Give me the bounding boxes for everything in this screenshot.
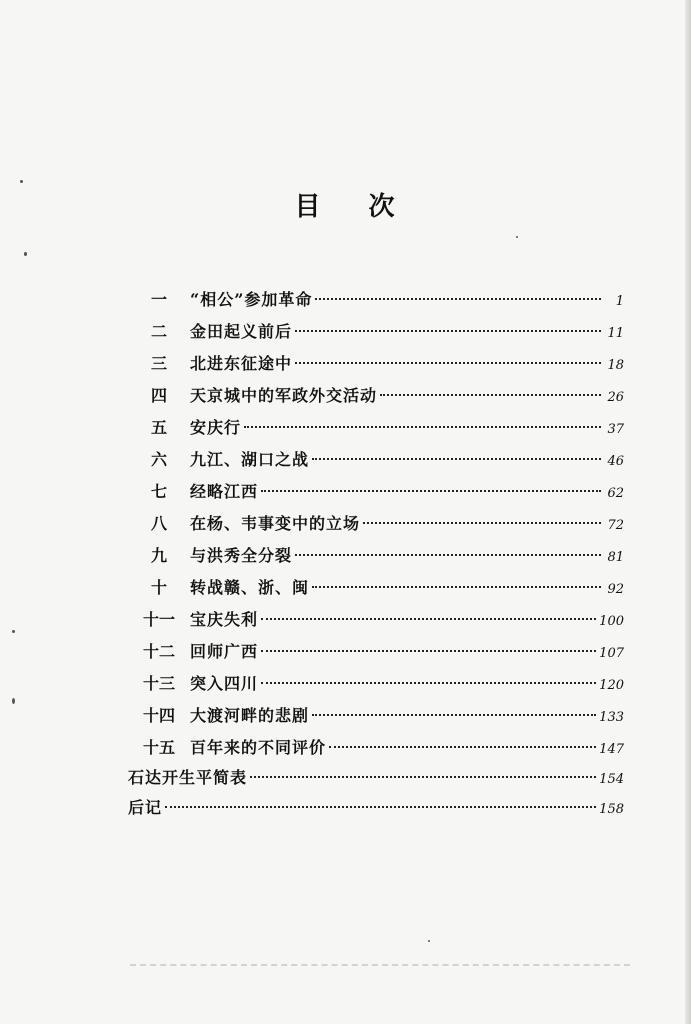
toc-entry: [128, 736, 624, 760]
chapter-number: 二: [150, 322, 167, 341]
toc-entry: [128, 384, 624, 408]
chapter-title: 转战赣、浙、闽: [190, 578, 310, 597]
dot-leader: [295, 330, 601, 332]
dot-leader: [295, 554, 601, 556]
dot-leader: [261, 618, 596, 620]
page-number: 37: [607, 422, 624, 437]
toc-entry: [128, 672, 624, 696]
chapter-number: 七: [150, 482, 167, 501]
toc-entry: [128, 576, 624, 600]
toc-entry: [128, 448, 624, 472]
toc-entry: [128, 640, 624, 664]
chapter-number: 四: [150, 386, 167, 405]
chapter-number: 十二: [142, 642, 175, 661]
chapter-title: 金田起义前后: [190, 322, 293, 341]
chapter-number: 一: [150, 290, 167, 309]
scan-speck: [12, 630, 15, 633]
dot-leader: [261, 650, 596, 652]
chapter-title: 大渡河畔的悲剧: [190, 706, 310, 725]
dot-leader: [312, 586, 601, 588]
afterword-title: 后记: [128, 798, 163, 817]
chapter-title: 安庆行: [190, 418, 242, 437]
appendix-title: 石达开生平简表: [128, 768, 248, 787]
dot-leader: [165, 806, 596, 808]
title-char-1: 目: [294, 192, 323, 222]
chapter-number: 十三: [142, 674, 175, 693]
chapter-title: 经略江西: [190, 482, 259, 501]
dot-leader: [261, 490, 601, 492]
chapter-number: 十五: [142, 738, 175, 757]
scan-speck: [20, 180, 23, 183]
toc-entry-appendix: [128, 766, 624, 790]
title-char-2: 次: [368, 192, 397, 222]
dot-leader: [250, 776, 596, 778]
chapter-number: 五: [150, 418, 167, 437]
dot-leader: [363, 522, 601, 524]
page-number: 147: [599, 742, 624, 757]
toc-entry-afterword: [128, 796, 624, 820]
chapter-title: 北进东征途中: [190, 354, 293, 373]
chapter-title: 突入四川: [190, 674, 259, 693]
dot-leader: [329, 746, 596, 748]
chapter-number: 六: [150, 450, 167, 469]
chapter-title: 在杨、韦事变中的立场: [190, 514, 361, 533]
scan-speck: [516, 236, 518, 238]
toc-entry: [128, 416, 624, 440]
page-number: 120: [599, 678, 624, 693]
dot-leader: [380, 394, 601, 396]
chapter-title: 回师广西: [190, 642, 259, 661]
page-number: 92: [607, 582, 624, 597]
dot-leader: [295, 362, 601, 364]
chapter-number: 十一: [142, 610, 175, 629]
page-number: 81: [607, 550, 624, 565]
chapter-title: 宝庆失利: [190, 610, 259, 629]
chapter-title: “相公”参加革命: [190, 290, 313, 309]
chapter-title: 与洪秀全分裂: [190, 546, 293, 565]
page-number: 46: [607, 454, 624, 469]
scan-speck: [24, 252, 27, 256]
page-number: 1: [615, 294, 624, 309]
toc-entry: [128, 608, 624, 632]
chapter-number: 十四: [142, 706, 175, 725]
dot-leader: [315, 298, 601, 300]
scan-speck: [428, 940, 430, 942]
dot-leader: [312, 714, 596, 716]
chapter-title: 百年来的不同评价: [190, 738, 327, 757]
page-number: 62: [607, 486, 624, 501]
toc-entry: [128, 512, 624, 536]
page-number: 11: [607, 326, 624, 341]
chapter-number: 十: [150, 578, 167, 597]
dot-leader: [244, 426, 601, 428]
scan-artifact: [130, 962, 630, 966]
page-number: 26: [607, 390, 624, 405]
toc-entry: [128, 320, 624, 344]
chapter-number: 九: [150, 546, 167, 565]
page-number: 72: [607, 518, 624, 533]
page-number: 154: [599, 772, 624, 787]
chapter-title: 九江、湖口之战: [190, 450, 310, 469]
chapter-number: 三: [150, 354, 167, 373]
scan-speck: [12, 698, 15, 704]
page-number: 18: [607, 358, 624, 373]
dot-leader: [261, 682, 596, 684]
page-number: 158: [599, 802, 624, 817]
toc-entry: [128, 352, 624, 376]
toc-entry: [128, 544, 624, 568]
dot-leader: [312, 458, 601, 460]
toc-entry: [128, 480, 624, 504]
chapter-number: 八: [150, 514, 167, 533]
page-number: 133: [599, 710, 624, 725]
chapter-title: 天京城中的军政外交活动: [190, 386, 378, 405]
page-number: 107: [599, 646, 624, 661]
toc-entry: [128, 288, 624, 312]
page-number: 100: [599, 614, 624, 629]
toc-entry: [128, 704, 624, 728]
